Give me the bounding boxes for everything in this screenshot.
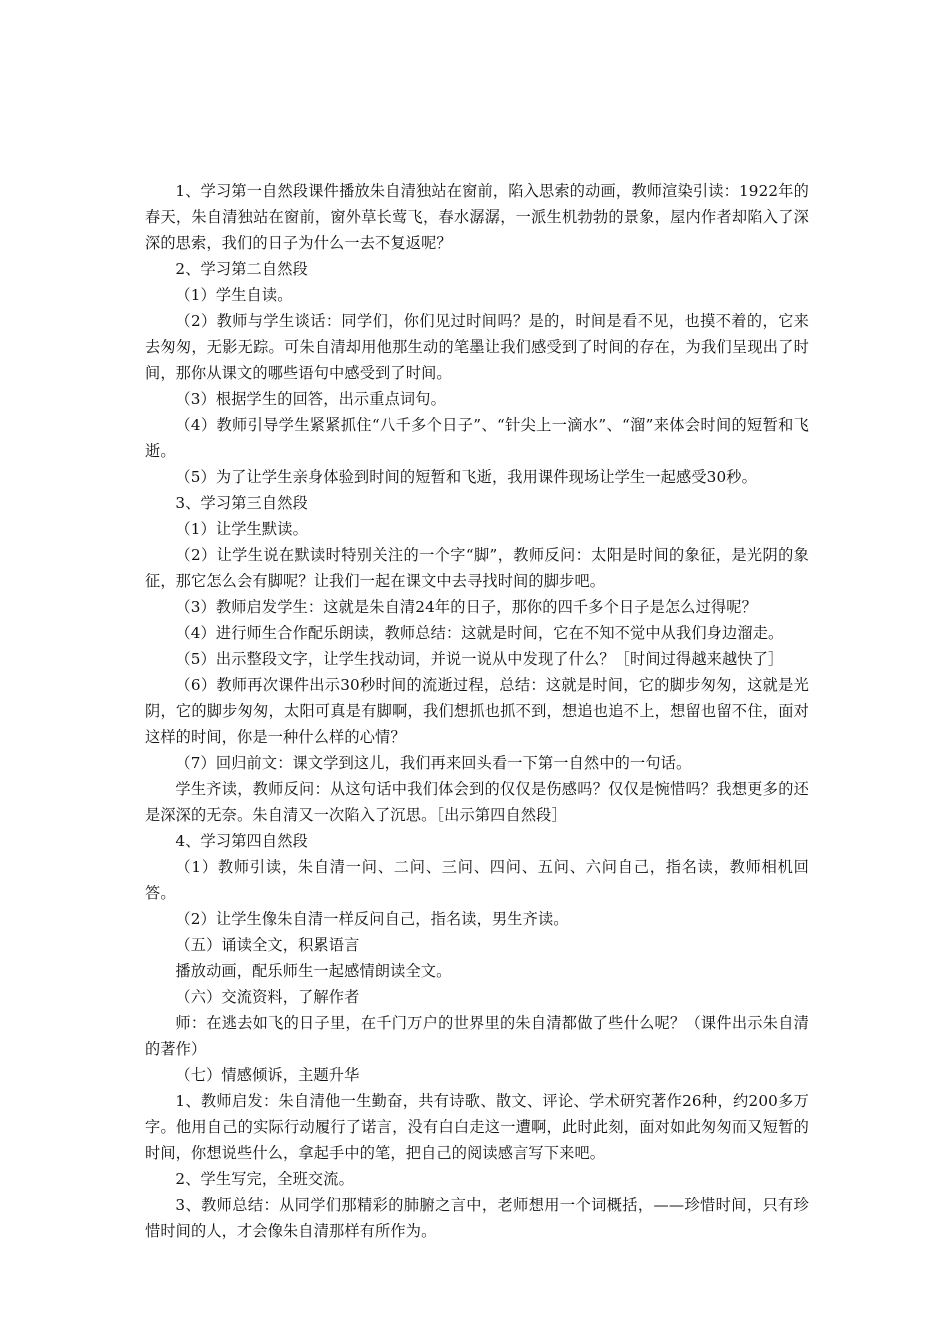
paragraph-8: 3、学习第三自然段	[175, 494, 308, 512]
paragraph-21: 播放动画，配乐师生一起感情朗读全文。	[175, 962, 452, 980]
paragraph-19: （2）让学生像朱自清一样反问自己，指名读，男生齐读。	[175, 910, 569, 928]
paragraph-13: （5）出示整段文字，让学生找动词，并说一说从中发现了什么？［时间过得越来越快了］	[175, 650, 784, 668]
paragraph-14: （6）教师再次课件出示30秒时间的流逝过程，总结：这就是时间，它的脚步匆匆，这就是光阴，它的脚步匆匆，太阳可真是有脚啊，我们想抓也抓不到，想追也追不上，想留也留不住，面对这样的时间，你是一种什么样的心情？	[145, 676, 809, 746]
paragraph-3: （1）学生自读。	[175, 286, 293, 304]
paragraph-10: （2）让学生说在默读时特别关注的一个字“脚”，教师反问：太阳是时间的象征，是光阴的象征，那它怎么会有脚呢？让我们一起在课文中去寻找时间的脚步吧。	[145, 546, 809, 590]
paragraph-20: （五）诵读全文，积累语言	[175, 936, 360, 954]
paragraph-5: （3）根据学生的回答，出示重点词句。	[175, 390, 446, 408]
paragraph-6: （4）教师引导学生紧紧抓住“八千多个日子”、“针尖上一滴水”、“溜”来体会时间的短暂和飞逝。	[145, 416, 809, 460]
paragraph-18: （1）教师引读，朱自清一问、二问、三问、四问、五问、六问自己，指名读，教师相机回答。	[145, 858, 809, 902]
paragraph-11: （3）教师启发学生：这就是朱自清24年的日子，那你的四千多个日子是怎么过得呢？	[175, 598, 757, 616]
paragraph-23: 师：在逃去如飞的日子里，在千门万户的世界里的朱自清都做了些什么呢？（课件出示朱自清的著作）	[145, 1014, 809, 1058]
paragraph-2: 2、学习第二自然段	[175, 260, 308, 278]
paragraph-16: 学生齐读，教师反问：从这句话中我们体会到的仅仅是伤感吗？仅仅是惋惜吗？我想更多的还是深深的无奈。朱自清又一次陷入了沉思。［出示第四自然段］	[145, 780, 809, 824]
paragraph-12: （4）进行师生合作配乐朗读，教师总结：这就是时间，它在不知不觉中从我们身边溜走。	[175, 624, 784, 642]
paragraph-26: 2、学生写完，全班交流。	[175, 1170, 354, 1188]
paragraph-9: （1）让学生默读。	[175, 520, 308, 538]
paragraph-7: （5）为了让学生亲身体验到时间的短暂和飞逝，我用课件现场让学生一起感受30秒。	[175, 468, 757, 486]
paragraph-25: 1、教师启发：朱自清他一生勤奋，共有诗歌、散文、评论、学术研究著作26种，约200多万字。他用自己的实际行动履行了诺言，没有白白走这一遭啊，此时此刻，面对如此匆匆而又短暂的时间，你想说些什么，拿起手中的笔，把自己的阅读感言写下来吧。	[145, 1092, 809, 1162]
paragraph-1: 1、学习第一自然段课件播放朱自清独站在窗前，陷入思索的动画，教师渲染引读：1922年的春天，朱自清独站在窗前，窗外草长莺飞，春水潺潺，一派生机勃勃的景象，屋内作者却陷入了深深的思索，我们的日子为什么一去不复返呢？	[145, 182, 809, 252]
paragraph-22: （六）交流资料，了解作者	[175, 988, 360, 1006]
paragraph-4: （2）教师与学生谈话：同学们，你们见过时间吗？是的，时间是看不见，也摸不着的，它来去匆匆，无影无踪。可朱自清却用他那生动的笔墨让我们感受到了时间的存在，为我们呈现出了时间，那你从课文的哪些语句中感受到了时间。	[145, 312, 809, 382]
paragraph-24: （七）情感倾诉，主题升华	[175, 1066, 360, 1084]
paragraph-27: 3、教师总结：从同学们那精彩的肺腑之言中，老师想用一个词概括，——珍惜时间，只有珍惜时间的人，才会像朱自清那样有所作为。	[145, 1196, 809, 1240]
paragraph-15: （7）回归前文：课文学到这儿，我们再来回头看一下第一自然中的一句话。	[175, 754, 692, 772]
paragraph-17: 4、学习第四自然段	[175, 832, 308, 850]
document-body	[145, 178, 809, 1244]
